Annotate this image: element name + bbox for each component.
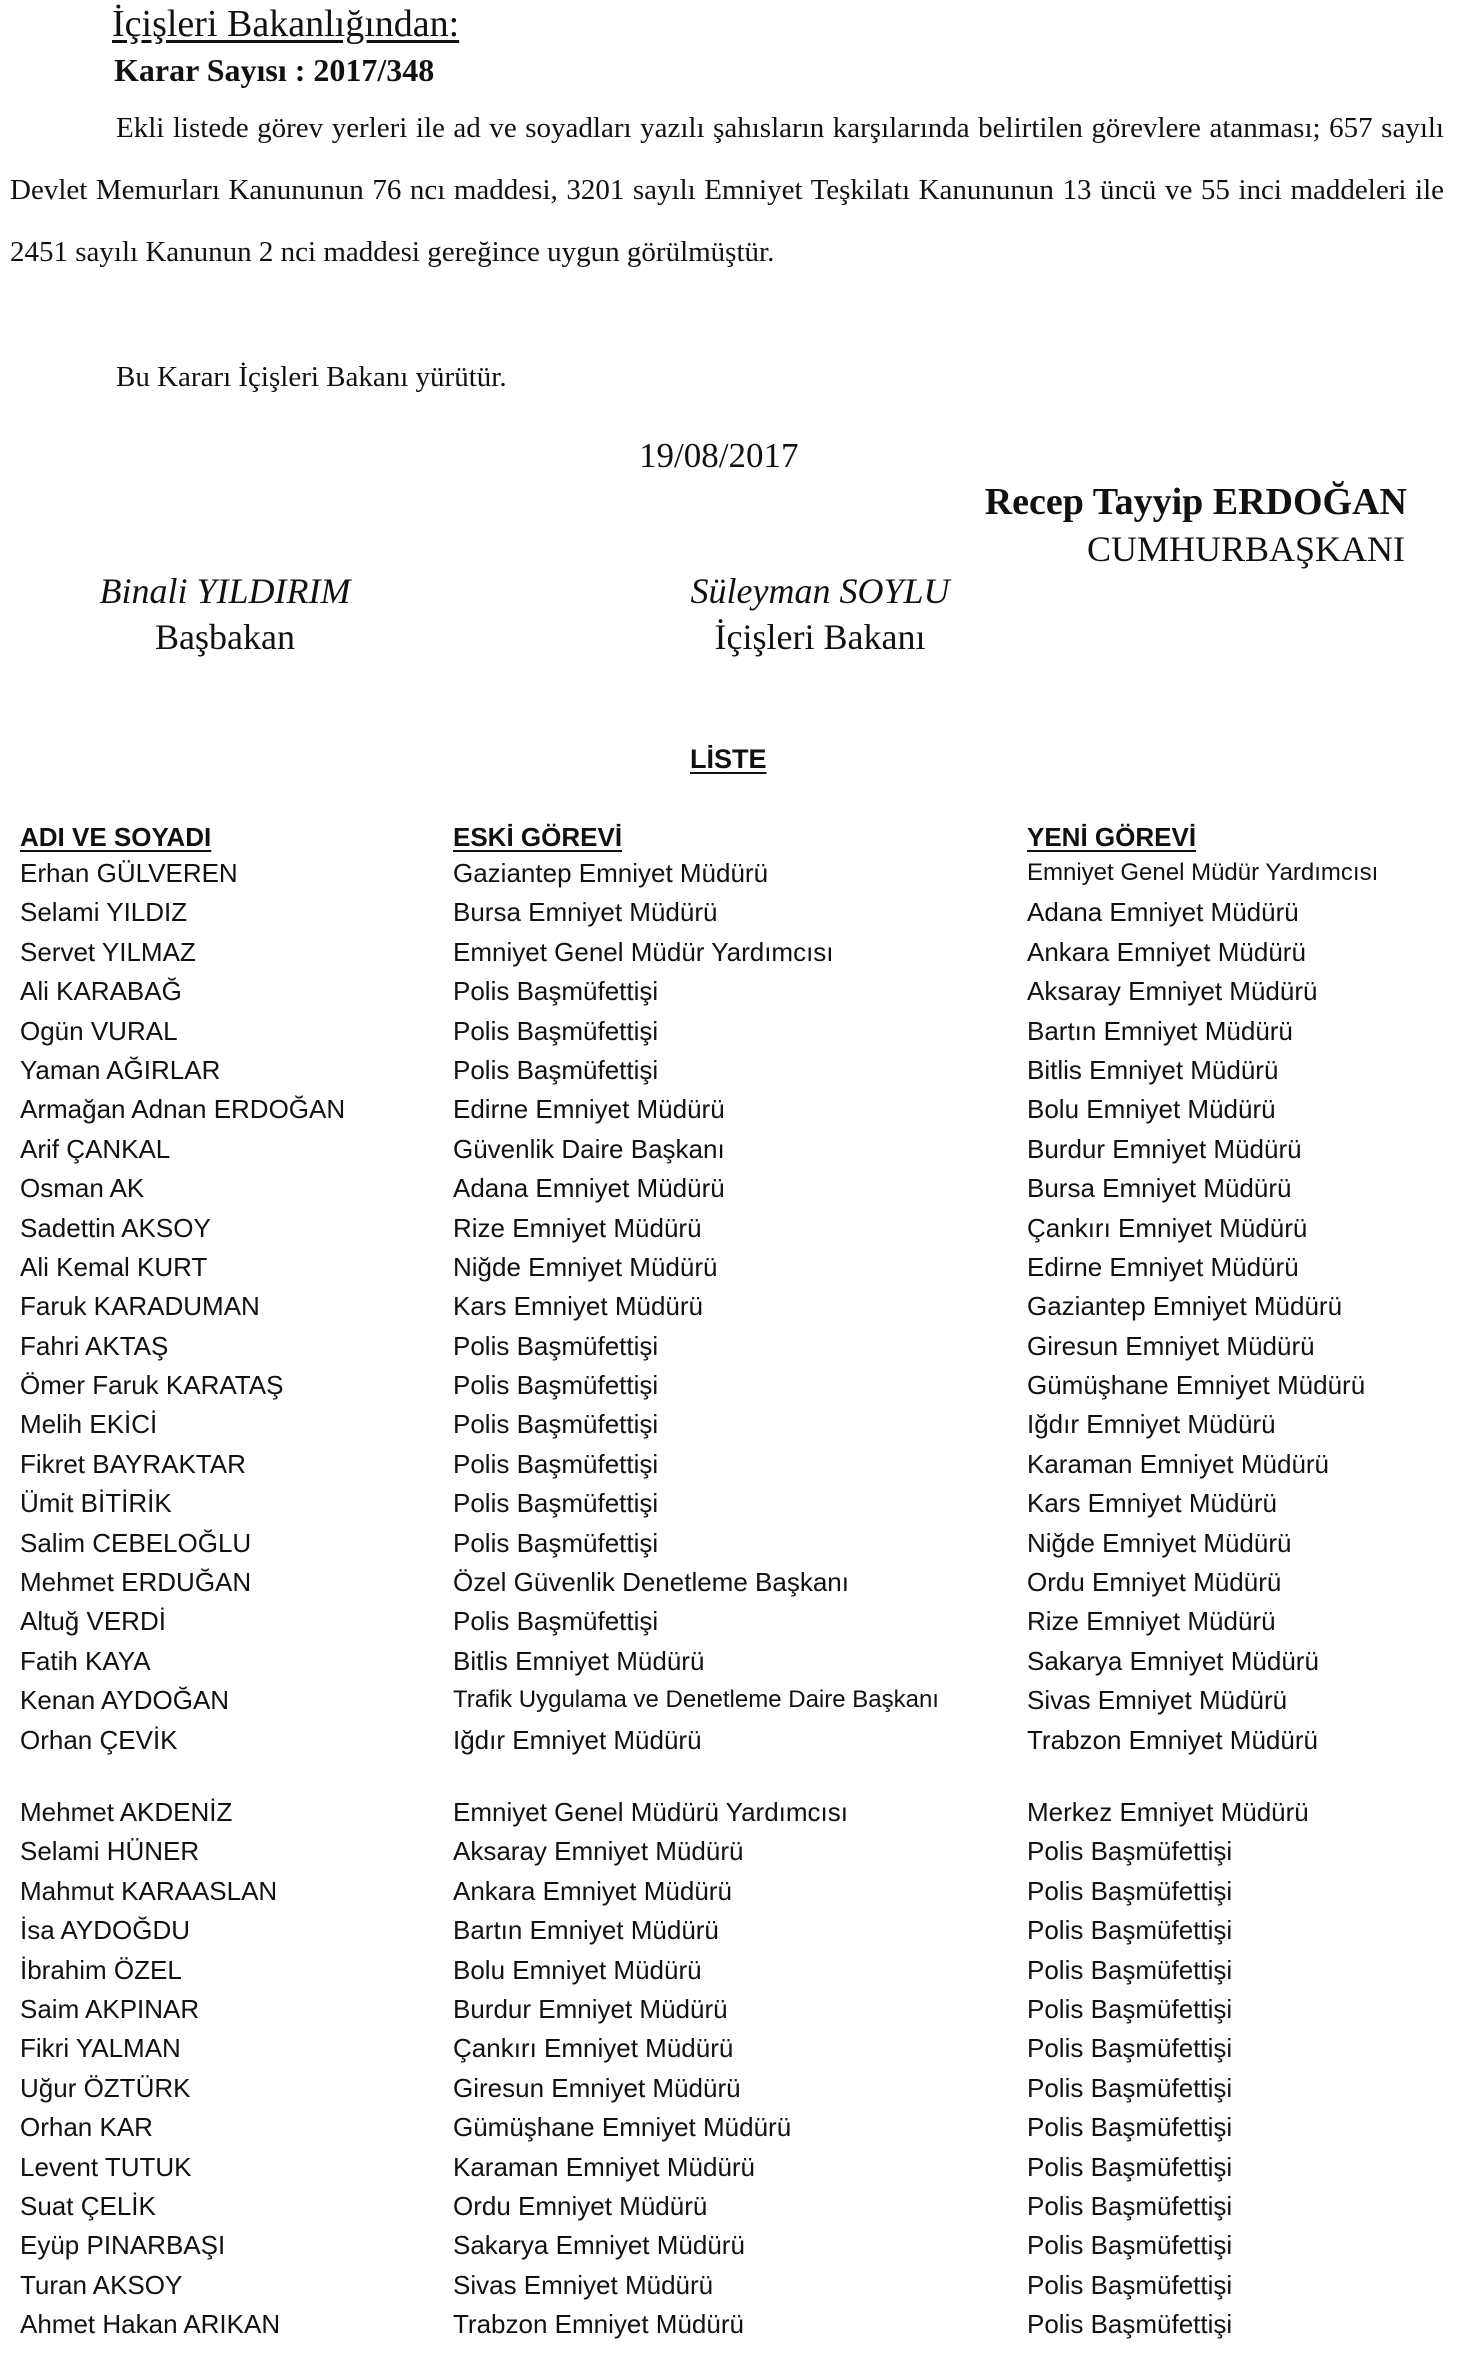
new-position: Polis Başmüfettişi bbox=[1027, 1954, 1233, 1985]
new-position: Sivas Emniyet Müdürü bbox=[1027, 1685, 1288, 1716]
old-position: Polis Başmüfettişi bbox=[453, 1409, 659, 1440]
old-position: Güvenlik Daire Başkanı bbox=[453, 1133, 725, 1164]
list-item bbox=[0, 1563, 1459, 1602]
list-item bbox=[0, 1602, 1459, 1641]
list-item bbox=[0, 2305, 1459, 2344]
president-name: Recep Tayyip ERDOĞAN bbox=[984, 481, 1407, 523]
new-position: Bitlis Emniyet Müdürü bbox=[1027, 1054, 1279, 1085]
old-position: Bolu Emniyet Müdürü bbox=[453, 1954, 702, 1985]
decision-paragraph-text: Ekli listede görev yerleri ile ad ve soyadları yazılı şahısların karşılarında belirtilen görevlere atanması; 657 sayılı Devlet Memurları Kanununun 76 ncı maddesi, 3201 sayılı Emniyet Teşkilatı Kanununun 13 üncü ve 55 inci maddeleri ile 2451 sayılı Kanunun 2 nci maddesi gereğince uygun görülmüştür. bbox=[10, 112, 1444, 268]
new-position: Bursa Emniyet Müdürü bbox=[1027, 1173, 1292, 1204]
new-position: Bolu Emniyet Müdürü bbox=[1027, 1094, 1276, 1125]
new-position: Çankırı Emniyet Müdürü bbox=[1027, 1212, 1308, 1243]
old-position: Polis Başmüfettişi bbox=[453, 1054, 659, 1085]
new-position: Polis Başmüfettişi bbox=[1027, 2230, 1233, 2261]
old-position: Kars Emniyet Müdürü bbox=[453, 1291, 703, 1322]
new-position: Polis Başmüfettişi bbox=[1027, 1875, 1233, 1906]
prime-minister-name: Binali YILDIRIM bbox=[99, 571, 351, 611]
person-name: Mehmet AKDENİZ bbox=[20, 1797, 233, 1827]
prime-minister-title: Başbakan bbox=[155, 617, 295, 657]
new-position: Aksaray Emniyet Müdürü bbox=[1027, 976, 1318, 1007]
old-position: Burdur Emniyet Müdürü bbox=[453, 1993, 728, 2024]
new-position: Giresun Emniyet Müdürü bbox=[1027, 1330, 1315, 1361]
issuing-office-heading: İçişleri Bakanlığından: bbox=[112, 3, 460, 45]
person-name: Faruk KARADUMAN bbox=[20, 1291, 260, 1322]
person-name: Suat ÇELİK bbox=[20, 2190, 156, 2221]
person-name: Ali KARABAĞ bbox=[20, 976, 182, 1007]
person-name: Arif ÇANKAL bbox=[20, 1133, 171, 1164]
list-item bbox=[0, 1405, 1459, 1444]
person-name: İbrahim ÖZEL bbox=[20, 1954, 182, 1985]
old-position: Ankara Emniyet Müdürü bbox=[453, 1875, 732, 1906]
old-position: Polis Başmüfettişi bbox=[453, 1370, 659, 1401]
new-position: Polis Başmüfettişi bbox=[1027, 2190, 1233, 2221]
new-position: Merkez Emniyet Müdürü bbox=[1027, 1797, 1309, 1827]
old-position: Polis Başmüfettişi bbox=[453, 1015, 659, 1046]
person-name: Salim CEBELOĞLU bbox=[20, 1527, 252, 1558]
old-position: Ordu Emniyet Müdürü bbox=[453, 2190, 708, 2221]
list-item bbox=[0, 933, 1459, 972]
old-position: Edirne Emniyet Müdürü bbox=[453, 1094, 725, 1125]
list-item bbox=[0, 2108, 1459, 2147]
old-position: Niğde Emniyet Müdürü bbox=[453, 1251, 718, 1282]
old-position: Bartın Emniyet Müdürü bbox=[453, 1915, 719, 1946]
old-position: Trafik Uygulama ve Denetleme Daire Başkanı bbox=[453, 1686, 939, 1714]
list-item bbox=[0, 1327, 1459, 1366]
person-name: Eyüp PINARBAŞI bbox=[20, 2230, 226, 2261]
person-name: Servet YILMAZ bbox=[20, 936, 196, 967]
person-name: Orhan ÇEVİK bbox=[20, 1724, 178, 1755]
old-position: Giresun Emniyet Müdürü bbox=[453, 2072, 741, 2103]
old-position: Adana Emniyet Müdürü bbox=[453, 1173, 725, 1204]
person-name: Mahmut KARAASLAN bbox=[20, 1875, 278, 1906]
list-item bbox=[0, 1990, 1459, 2029]
list-item bbox=[0, 1681, 1459, 1720]
old-position: Özel Güvenlik Denetleme Başkanı bbox=[453, 1567, 849, 1598]
new-position: Polis Başmüfettişi bbox=[1027, 2033, 1233, 2064]
new-position: Emniyet Genel Müdür Yardımcısı bbox=[1027, 859, 1379, 886]
list-item bbox=[0, 1248, 1459, 1287]
decision-paragraph bbox=[10, 97, 1444, 283]
person-name: Turan AKSOY bbox=[20, 2269, 183, 2300]
new-position: Polis Başmüfettişi bbox=[1027, 2151, 1233, 2182]
old-position: Bursa Emniyet Müdürü bbox=[453, 897, 718, 928]
new-position: Niğde Emniyet Müdürü bbox=[1027, 1527, 1292, 1558]
new-position: Ankara Emniyet Müdürü bbox=[1027, 936, 1306, 967]
list-item bbox=[0, 1130, 1459, 1169]
person-name: Fahri AKTAŞ bbox=[20, 1330, 169, 1361]
list-item bbox=[0, 1090, 1459, 1129]
person-name: Selami YILDIZ bbox=[20, 897, 188, 928]
person-name: Yaman AĞIRLAR bbox=[20, 1054, 221, 1085]
person-name: Saim AKPINAR bbox=[20, 1993, 200, 2024]
person-name: Osman AK bbox=[20, 1173, 145, 1204]
list-item bbox=[0, 972, 1459, 1011]
new-position: Kars Emniyet Müdürü bbox=[1027, 1488, 1277, 1519]
list-item bbox=[0, 1524, 1459, 1563]
list-item bbox=[0, 1366, 1459, 1405]
decision-number: Karar Sayısı : 2017/348 bbox=[114, 52, 435, 88]
list-item bbox=[0, 1911, 1459, 1950]
list-item bbox=[0, 2226, 1459, 2265]
old-position: Polis Başmüfettişi bbox=[453, 1606, 659, 1637]
new-position: Sakarya Emniyet Müdürü bbox=[1027, 1645, 1319, 1676]
old-position: Emniyet Genel Müdür Yardımcısı bbox=[453, 936, 834, 967]
old-position: Gümüşhane Emniyet Müdürü bbox=[453, 2112, 792, 2143]
list-title: LİSTE bbox=[690, 744, 767, 774]
new-position: Polis Başmüfettişi bbox=[1027, 2112, 1233, 2143]
person-name: Ogün VURAL bbox=[20, 1015, 178, 1046]
person-name: Armağan Adnan ERDOĞAN bbox=[20, 1094, 346, 1125]
old-position: Polis Başmüfettişi bbox=[453, 1527, 659, 1558]
new-position: Polis Başmüfettişi bbox=[1027, 1915, 1233, 1946]
new-position: Adana Emniyet Müdürü bbox=[1027, 897, 1299, 928]
new-position: Burdur Emniyet Müdürü bbox=[1027, 1133, 1302, 1164]
list-item bbox=[0, 1012, 1459, 1051]
list-item bbox=[0, 1793, 1459, 1832]
column-header-old-position: ESKİ GÖREVİ bbox=[453, 822, 623, 852]
person-name: Fatih KAYA bbox=[20, 1645, 151, 1676]
new-position: Karaman Emniyet Müdürü bbox=[1027, 1448, 1330, 1479]
old-position: Sivas Emniyet Müdürü bbox=[453, 2269, 714, 2300]
person-name: Ömer Faruk KARATAŞ bbox=[20, 1370, 284, 1401]
new-position: Bartın Emniyet Müdürü bbox=[1027, 1015, 1293, 1046]
new-position: Polis Başmüfettişi bbox=[1027, 2309, 1233, 2340]
new-position: Ordu Emniyet Müdürü bbox=[1027, 1567, 1282, 1598]
list-item bbox=[0, 2266, 1459, 2305]
new-position: Rize Emniyet Müdürü bbox=[1027, 1606, 1276, 1637]
old-position: Bitlis Emniyet Müdürü bbox=[453, 1645, 705, 1676]
appointment-list-group-2 bbox=[0, 1793, 1459, 2344]
person-name: Ahmet Hakan ARIKAN bbox=[20, 2309, 281, 2340]
list-item bbox=[0, 854, 1459, 893]
new-position: Gümüşhane Emniyet Müdürü bbox=[1027, 1370, 1366, 1401]
old-position: Polis Başmüfettişi bbox=[453, 1448, 659, 1479]
person-name: Melih EKİCİ bbox=[20, 1409, 158, 1440]
old-position: Polis Başmüfettişi bbox=[453, 1330, 659, 1361]
list-item bbox=[0, 1287, 1459, 1326]
list-item bbox=[0, 1642, 1459, 1681]
new-position: Trabzon Emniyet Müdürü bbox=[1027, 1724, 1318, 1755]
president-title: CUMHURBAŞKANI bbox=[1086, 529, 1405, 569]
list-item bbox=[0, 1721, 1459, 1760]
old-position: Trabzon Emniyet Müdürü bbox=[453, 2309, 744, 2340]
old-position: Sakarya Emniyet Müdürü bbox=[453, 2230, 745, 2261]
old-position: Iğdır Emniyet Müdürü bbox=[453, 1724, 702, 1755]
list-item bbox=[0, 2069, 1459, 2108]
person-name: Uğur ÖZTÜRK bbox=[20, 2072, 191, 2103]
new-position: Polis Başmüfettişi bbox=[1027, 2072, 1233, 2103]
person-name: Altuğ VERDİ bbox=[20, 1606, 166, 1637]
list-item bbox=[0, 893, 1459, 932]
old-position: Polis Başmüfettişi bbox=[453, 1488, 659, 1519]
person-name: Sadettin AKSOY bbox=[20, 1212, 211, 1243]
list-item bbox=[0, 1951, 1459, 1990]
list-item bbox=[0, 2187, 1459, 2226]
decision-date: 19/08/2017 bbox=[639, 436, 799, 475]
person-name: Erhan GÜLVEREN bbox=[20, 858, 238, 888]
execution-clause: Bu Kararı İçişleri Bakanı yürütür. bbox=[116, 361, 507, 393]
old-position: Gaziantep Emniyet Müdürü bbox=[453, 858, 769, 888]
interior-minister-name: Süleyman SOYLU bbox=[690, 571, 950, 611]
old-position: Çankırı Emniyet Müdürü bbox=[453, 2033, 734, 2064]
person-name: Selami HÜNER bbox=[20, 1836, 200, 1867]
list-item bbox=[0, 1445, 1459, 1484]
person-name: Mehmet ERDUĞAN bbox=[20, 1567, 252, 1598]
person-name: İsa AYDOĞDU bbox=[20, 1915, 191, 1946]
list-item bbox=[0, 2148, 1459, 2187]
person-name: Kenan AYDOĞAN bbox=[20, 1685, 230, 1716]
new-position: Gaziantep Emniyet Müdürü bbox=[1027, 1291, 1343, 1322]
list-item bbox=[0, 1872, 1459, 1911]
new-position: Edirne Emniyet Müdürü bbox=[1027, 1251, 1299, 1282]
new-position: Polis Başmüfettişi bbox=[1027, 1836, 1233, 1867]
column-header-new-position: YENİ GÖREVİ bbox=[1027, 822, 1197, 852]
interior-minister-title: İçişleri Bakanı bbox=[714, 617, 926, 657]
new-position: Polis Başmüfettişi bbox=[1027, 2269, 1233, 2300]
person-name: Fikret BAYRAKTAR bbox=[20, 1448, 246, 1479]
person-name: Orhan KAR bbox=[20, 2112, 153, 2143]
list-item bbox=[0, 2029, 1459, 2068]
old-position: Karaman Emniyet Müdürü bbox=[453, 2151, 756, 2182]
column-header-name: ADI VE SOYADI bbox=[20, 822, 212, 852]
person-name: Levent TUTUK bbox=[20, 2151, 192, 2182]
list-item bbox=[0, 1484, 1459, 1523]
old-position: Aksaray Emniyet Müdürü bbox=[453, 1836, 744, 1867]
old-position: Polis Başmüfettişi bbox=[453, 976, 659, 1007]
old-position: Rize Emniyet Müdürü bbox=[453, 1212, 702, 1243]
person-name: Fikri YALMAN bbox=[20, 2033, 181, 2064]
new-position: Polis Başmüfettişi bbox=[1027, 1993, 1233, 2024]
person-name: Ali Kemal KURT bbox=[20, 1251, 208, 1282]
person-name: Ümit BİTİRİK bbox=[20, 1488, 172, 1519]
list-item bbox=[0, 1169, 1459, 1208]
old-position: Emniyet Genel Müdürü Yardımcısı bbox=[453, 1797, 848, 1827]
list-item bbox=[0, 1832, 1459, 1871]
list-item bbox=[0, 1209, 1459, 1248]
new-position: Iğdır Emniyet Müdürü bbox=[1027, 1409, 1276, 1440]
list-item bbox=[0, 1051, 1459, 1090]
appointment-list-group-1 bbox=[0, 854, 1459, 1760]
